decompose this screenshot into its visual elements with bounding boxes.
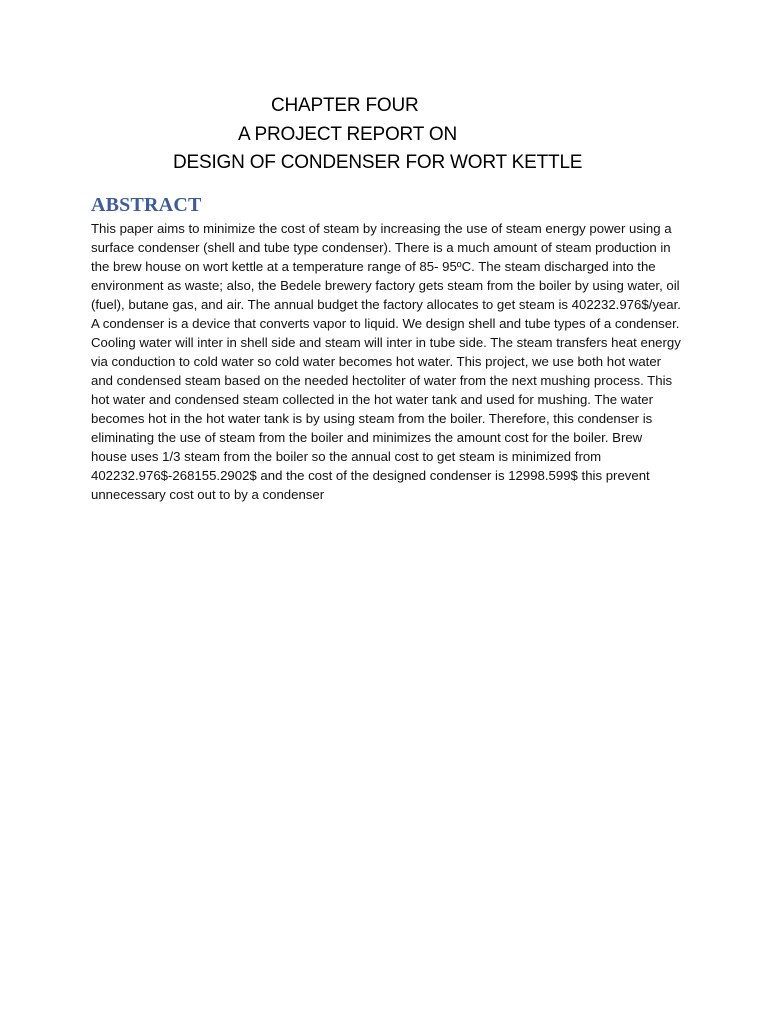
abstract-body [91, 219, 681, 504]
report-title: DESIGN OF CONDENSER FOR WORT KETTLE [173, 152, 583, 173]
report-subheading: A PROJECT REPORT ON [238, 124, 457, 145]
chapter-heading: CHAPTER FOUR [271, 95, 419, 116]
abstract-paragraph-1: This paper aims to minimize the cost of steam by increasing the use of steam energy power using a surface condenser (shell and tube type condenser). There is a much amount of steam production in the brew house on wort kettle at a temperature range of 85- 95ºC. The steam discharged into the environment as waste; also, the Bedele brewery factory gets steam from the boiler by using water, oil (fuel), butane gas, and air. The annual budget the factory allocates to get steam is 402232.976$/year. [91, 221, 681, 312]
abstract-paragraph-2: A condenser is a device that converts vapor to liquid. We design shell and tube types of a condenser. Cooling water will inter in shell side and steam will inter in tube side. The steam transfers heat energy via conduction to cold water so cold water becomes hot water. This project, we use both hot water and condensed steam based on the needed hectoliter of water from the next mushing process. This hot water and condensed steam collected in the hot water tank and used for mushing. The water becomes hot in the hot water tank is by using steam from the boiler. Therefore, this condenser is eliminating the use of steam from the boiler and minimizes the amount cost for the boiler. Brew house uses 1/3 steam from the boiler so the annual cost to get steam is minimized from 402232.976$-268155.2902$ and the cost of the designed condenser is 12998.599$ this prevent unnecessary cost out to by a condenser [91, 316, 681, 502]
abstract-heading: ABSTRACT [91, 194, 202, 216]
